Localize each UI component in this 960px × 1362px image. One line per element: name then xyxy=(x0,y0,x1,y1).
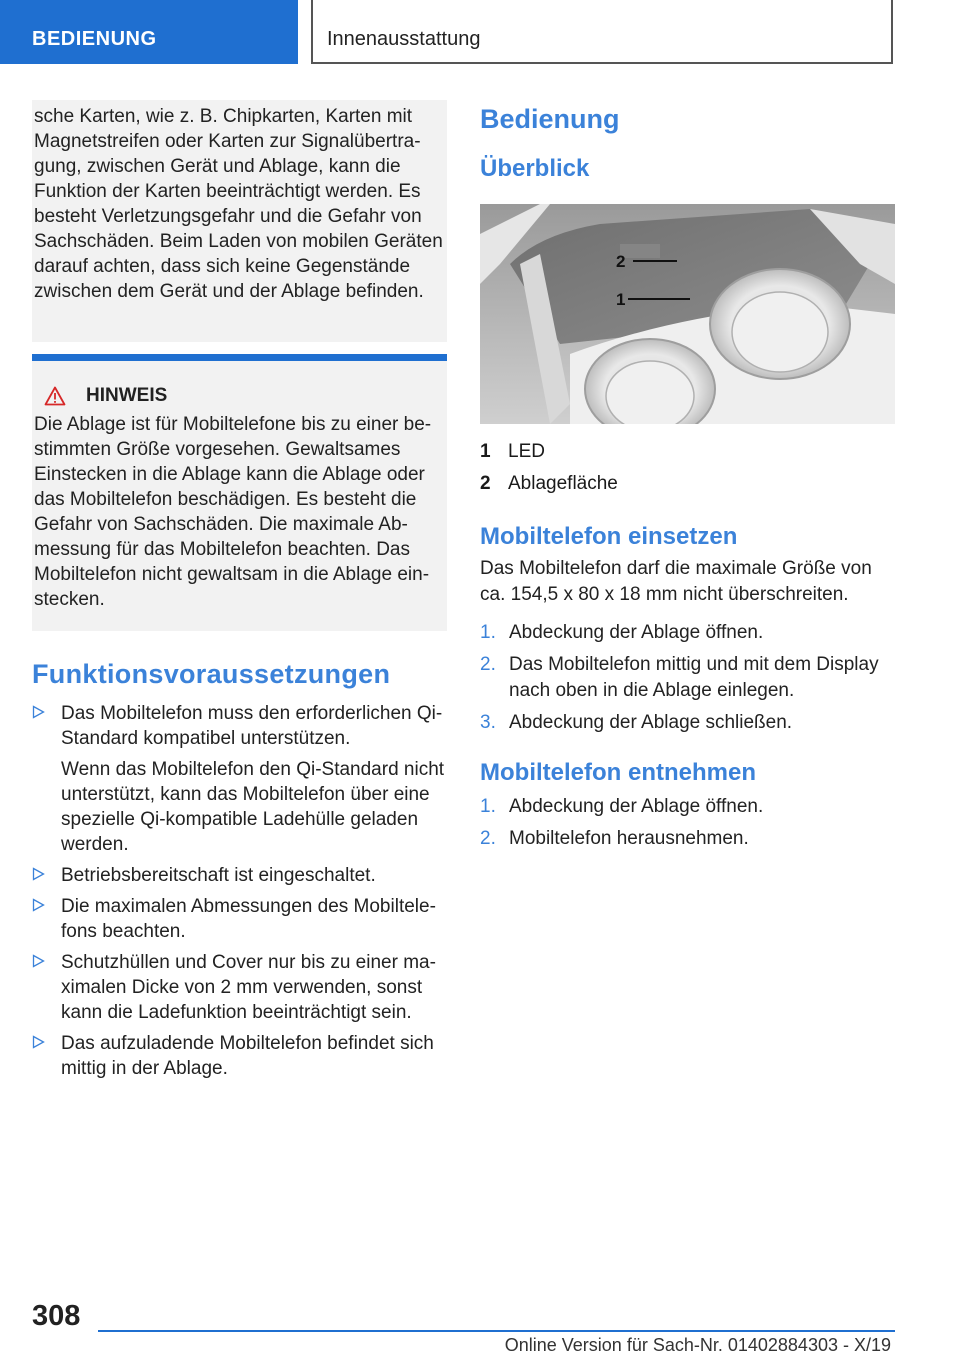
triangle-bullet-icon xyxy=(32,867,45,881)
remove-phone-heading: Mobiltelefon entnehmen xyxy=(480,759,756,786)
step-number: 3. xyxy=(480,712,496,733)
step-text: Mobiltelefon herausnehmen. xyxy=(509,828,749,849)
figure-legend xyxy=(480,436,895,500)
note-header xyxy=(34,383,443,408)
note-box xyxy=(32,354,447,631)
legend-label: LED xyxy=(508,441,545,462)
insert-phone-heading: Mobiltelefon einsetzen xyxy=(480,523,738,550)
step-number: 1. xyxy=(480,796,496,817)
step-item xyxy=(480,652,895,704)
step-number: 2. xyxy=(480,828,496,849)
warning-continuation-box xyxy=(32,100,447,342)
step-text: Das Mobiltelefon mittig und mit dem Display nach oben in die Ablage einlegen. xyxy=(509,654,879,701)
legend-row xyxy=(480,436,895,468)
warning-triangle-icon xyxy=(44,386,66,406)
insert-phone-text: Das Mobiltelefon darf die maximale Größe von ca. 154,5 x 80 x 18 mm nicht überschreiten. xyxy=(480,558,872,605)
step-text: Abdeckung der Ablage öffnen. xyxy=(509,622,764,643)
legend-row xyxy=(480,468,895,500)
insert-steps xyxy=(480,620,895,736)
step-text: Abdeckung der Ablage öffnen. xyxy=(509,796,764,817)
chapter-header xyxy=(311,0,893,64)
list-item xyxy=(32,950,447,1025)
footer-text: Online Version für Sach-Nr. 01402884303 - X/19 xyxy=(504,1335,891,1355)
step-item xyxy=(480,710,895,736)
list-item-text: Das Mobiltelefon muss den erforderlichen Qi-Standard kompatibel unterstützen. xyxy=(61,703,443,749)
warning-continuation-text: sche Karten, wie z. B. Chipkarten, Karten mit Magnetstreifen oder Karten zur Signalübertragung, zwischen Gerät und Ablage, kann die Funktion der Karten beeinträchtigt werden. Es besteht Verletzungsgefahr und die Gefahr von Sachschäden. Beim Laden von mobilen Geräten darauf achten, dass sich keine Gegenstände zwischen dem Gerät und der Ablage befinden. xyxy=(34,106,443,302)
tray-drawing xyxy=(480,204,895,424)
operation-heading: Bedienung xyxy=(480,104,620,134)
figure-label-1: 1 xyxy=(616,290,626,309)
list-item xyxy=(32,1031,447,1081)
legend-number: 1 xyxy=(480,441,491,462)
list-item-text: Schutzhüllen und Cover nur bis zu einer maximalen Dicke von 2 mm verwenden, sonst kann die Ladefunktion beeinträchtigt sein. xyxy=(61,952,436,1023)
requirements-heading: Funktionsvoraussetzungen xyxy=(32,659,391,689)
list-item xyxy=(32,863,447,888)
triangle-bullet-icon xyxy=(32,705,45,719)
footer-divider xyxy=(98,1330,895,1332)
step-item xyxy=(480,794,895,820)
figure-label-2: 2 xyxy=(616,252,626,271)
step-item xyxy=(480,620,895,646)
requirements-list xyxy=(32,701,447,1081)
triangle-bullet-icon xyxy=(32,954,45,968)
step-number: 1. xyxy=(480,622,496,643)
legend-number: 2 xyxy=(480,473,491,494)
step-text: Abdeckung der Ablage schließen. xyxy=(509,712,793,733)
note-title: HINWEIS xyxy=(86,385,168,406)
list-item-subtext: Wenn das Mobiltelefon den Qi-Standard nicht unterstützt, kann das Mobiltelefon über eine spezielle Qi-kompatible Ladehülle geladen werden. xyxy=(61,759,445,855)
section-tab xyxy=(0,0,298,64)
list-item-text: Die maximalen Abmessungen des Mobiltelefons beachten. xyxy=(61,896,436,942)
list-item-text: Betriebsbereitschaft ist eingeschaltet. xyxy=(61,865,376,886)
chapter-title: Innenausstattung xyxy=(327,28,481,50)
page-number: 308 xyxy=(32,1300,81,1332)
left-column xyxy=(32,100,447,1087)
wireless-charging-tray-illustration xyxy=(480,204,895,424)
note-text: Die Ablage ist für Mobiltelefone bis zu einer bestimmten Größe vorgesehen. Gewaltsames Einstecken in die Ablage kann die Ablage oder das Mobiltelefon beschädigen. Es besteht die Gefahr von Sachschäden. Die maximale Abmessung für das Mobiltelefon beachten. Das Mobiltelefon nicht gewaltsam in die Ablage einstecken. xyxy=(34,414,432,610)
legend-label: Ablagefläche xyxy=(508,473,618,494)
triangle-bullet-icon xyxy=(32,1035,45,1049)
remove-steps xyxy=(480,794,895,852)
section-label: BEDIENUNG xyxy=(32,28,157,50)
triangle-bullet-icon xyxy=(32,898,45,912)
list-item xyxy=(32,701,447,857)
right-column xyxy=(480,100,895,858)
step-number: 2. xyxy=(480,654,496,675)
overview-heading: Überblick xyxy=(480,155,590,182)
list-item-text: Das aufzuladende Mobiltelefon befindet sich mittig in der Ablage. xyxy=(61,1033,434,1079)
list-item xyxy=(32,894,447,944)
step-item xyxy=(480,826,895,852)
